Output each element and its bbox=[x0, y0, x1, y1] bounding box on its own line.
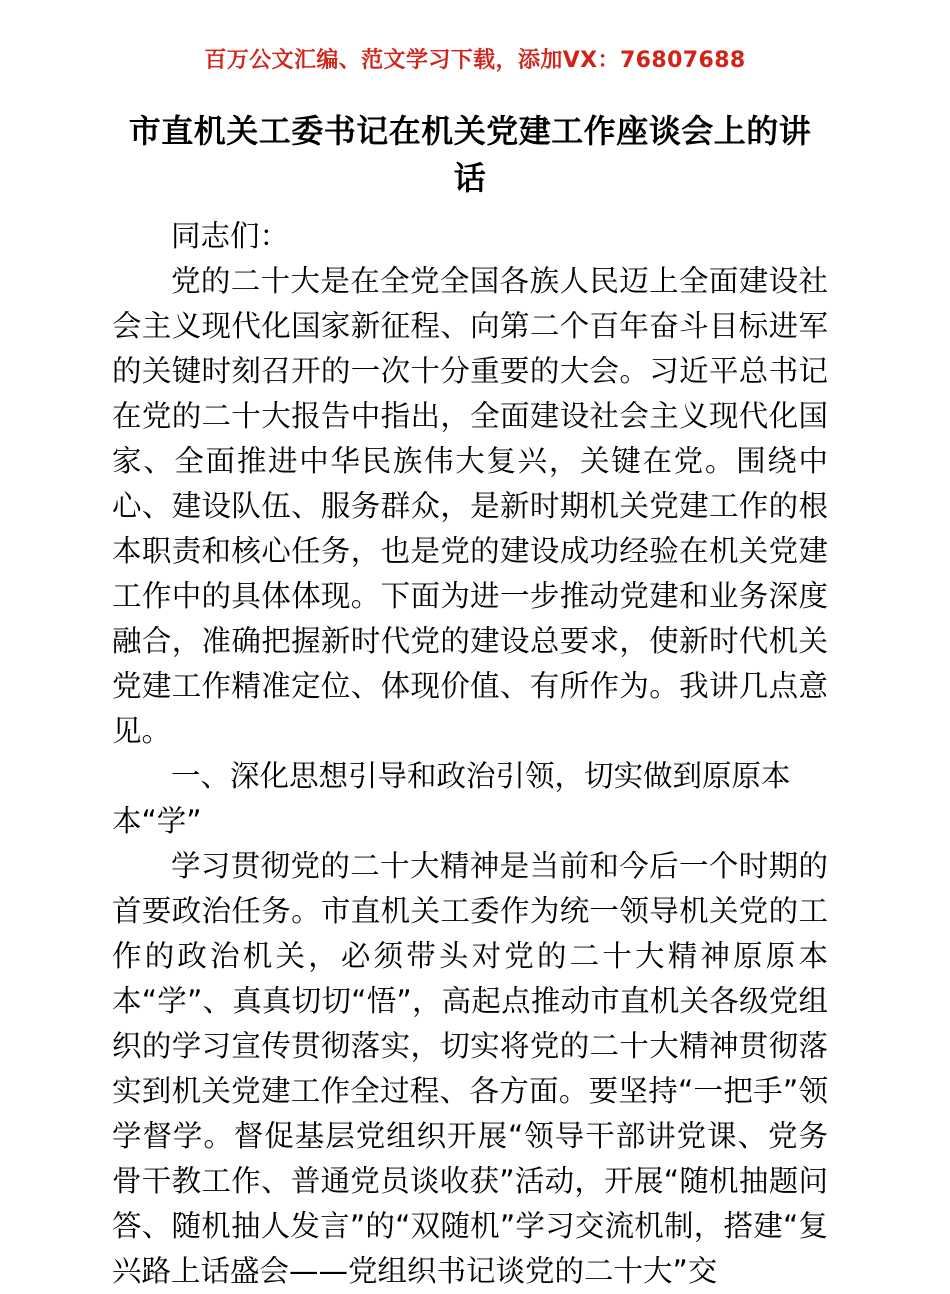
document-body bbox=[112, 108, 828, 1294]
salutation: 同志们： bbox=[171, 219, 290, 253]
body-paragraph-2: 学习贯彻党的二十大精神是当前和今后一个时期的首要政治任务。市直机关工委作为统一领导机关党的工作的政治机关，必须带头对党的二十大精神原原本本“学”、真真切切“悟”，高起点推动市直机关各级党组织的学习宣传贯彻落实，切实将党的二十大精神贯彻落实到机关党建工作全过程、各方面。要坚持“一把手”领学督学。督促基层党组织开展“领导干部讲党课、党务骨干教工作、普通党员谈收获”活动，开展“随机抽题问答、随机抽人发言”的“双随机”学习交流机制，搭建“复兴路上话盛会——党组织书记谈党的二十大”交 bbox=[112, 849, 828, 1288]
document-title: 市直机关工委书记在机关党建工作座谈会上的讲话 bbox=[128, 112, 812, 197]
section-heading-1: 一、深化思想引导和政治引领，切实做到原原本本“学” bbox=[112, 759, 791, 838]
body-paragraph-1: 党的二十大是在全党全国各族人民迈上全面建设社会主义现代化国家新征程、向第二个百年奋斗目标进军的关键时刻召开的一次十分重要的大会。习近平总书记在党的二十大报告中指出，全面建设社会主义现代化国家、全面推进中华民族伟大复兴，关键在党。围绕中心、建设队伍、服务群众，是新时期机关党建工作的根本职责和核心任务，也是党的建设成功经验在机关党建工作中的具体体现。下面为进一步推动党建和业务深度融合，准确把握新时代党的建设总要求，使新时代机关党建工作精准定位、体现价值、有所作为。我讲几点意见。 bbox=[112, 264, 828, 748]
promo-watermark-header: 百万公文汇编、范文学习下载，添加VX：76807688 bbox=[204, 48, 746, 73]
